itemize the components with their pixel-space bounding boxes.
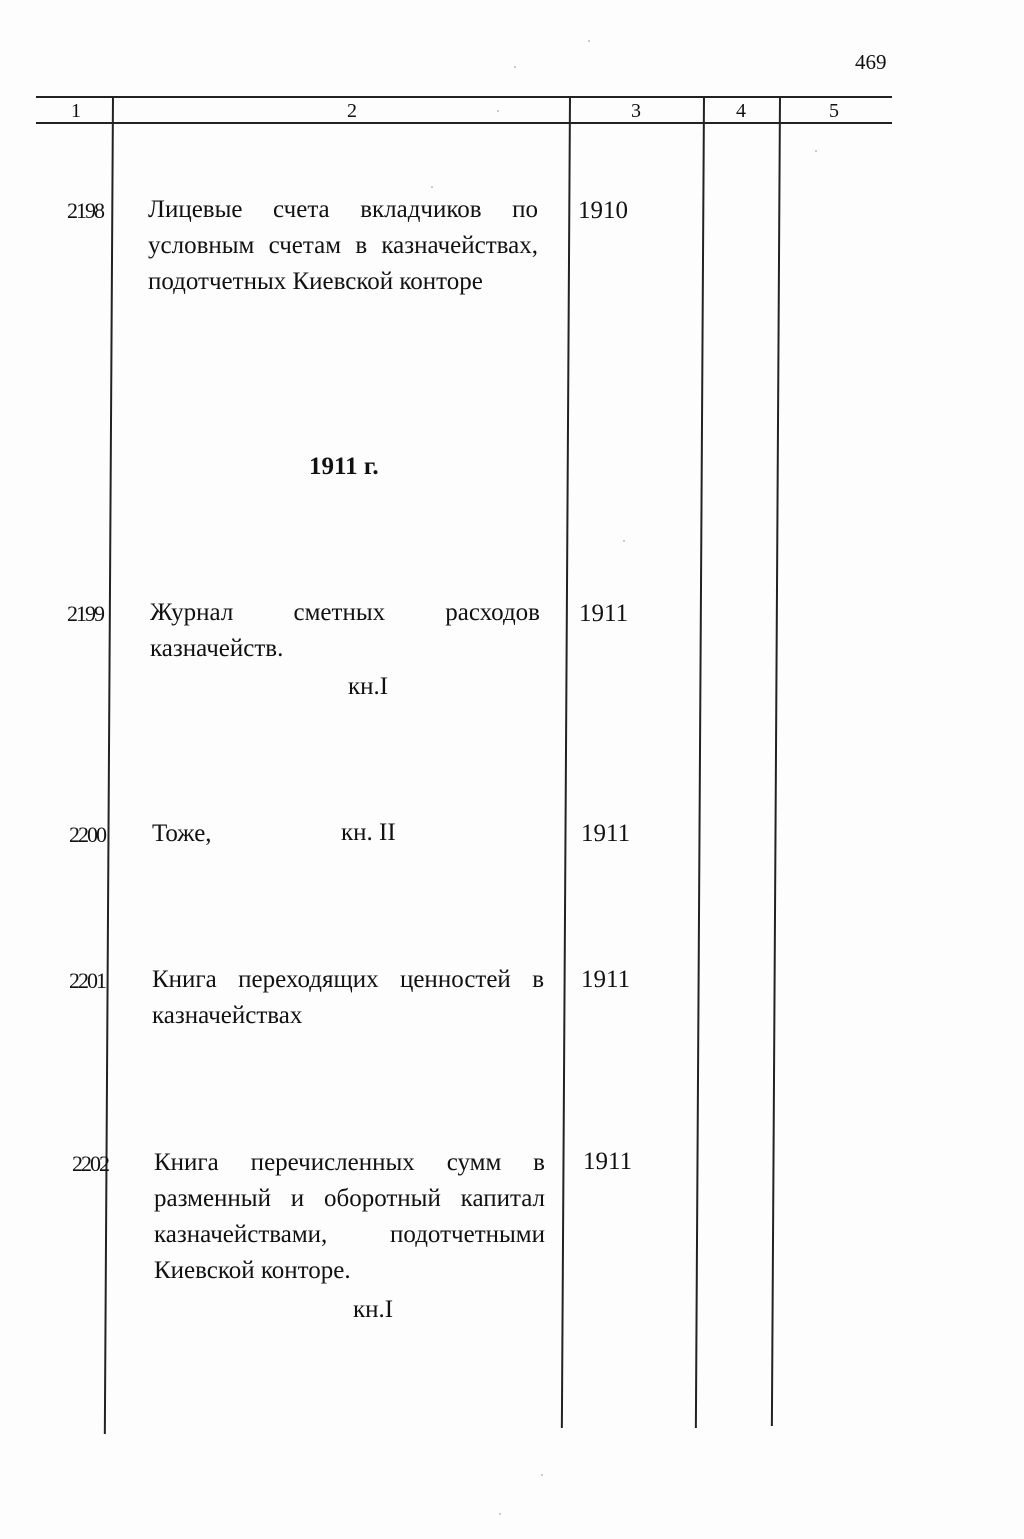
scan-speck <box>431 186 433 188</box>
entry-number: 2201 <box>69 968 105 993</box>
entry-description <box>150 595 540 667</box>
description-line: Книга переходящих ценностей в <box>152 966 544 993</box>
entry-description <box>152 962 544 1034</box>
entry-volume: кн.I <box>353 1296 394 1323</box>
description-line: казначействами, подотчетными <box>154 1221 545 1248</box>
description-line: подотчетных Киевской конторе <box>148 268 483 295</box>
column-divider-3 <box>695 96 705 1428</box>
entry-number: 2200 <box>69 822 105 847</box>
entry-volume: кн.I <box>348 673 389 700</box>
column-divider-2 <box>561 96 571 1428</box>
column-header-3: 3 <box>631 100 641 122</box>
entry-number: 2199 <box>67 601 103 626</box>
column-header-1: 1 <box>71 100 81 122</box>
entry-description <box>154 1145 545 1289</box>
section-heading: 1911 г. <box>309 453 379 480</box>
entry-description <box>152 816 312 852</box>
column-header-4: 4 <box>736 100 746 122</box>
description-line: Киевской конторе. <box>154 1257 351 1284</box>
entry-number: 2198 <box>67 198 103 223</box>
page-number: 469 <box>855 50 887 74</box>
column-header-5: 5 <box>829 100 839 122</box>
entry-year: 1911 <box>581 966 631 993</box>
table-header-rule <box>36 122 892 124</box>
entry-year: 1911 <box>581 820 631 847</box>
entry-year: 1911 <box>579 600 629 627</box>
table-top-rule <box>36 96 892 98</box>
description-line: казначейств. <box>150 635 284 662</box>
description-line: Журнал сметных расходов <box>150 599 540 626</box>
column-header-2: 2 <box>347 100 357 122</box>
description-line: разменный и оборотный капитал <box>154 1185 545 1212</box>
scan-speck <box>541 1474 543 1476</box>
column-divider-4 <box>771 96 781 1426</box>
scan-speck <box>514 66 516 68</box>
scan-speck <box>497 110 499 112</box>
entry-year: 1911 <box>583 1148 633 1175</box>
entry-description <box>148 192 538 300</box>
scan-speck <box>588 40 590 42</box>
scan-speck <box>815 150 817 152</box>
entry-number: 2202 <box>72 1151 108 1176</box>
scan-speck <box>623 540 625 542</box>
scan-speck <box>499 1513 501 1515</box>
entry-year: 1910 <box>578 197 628 224</box>
description-line: Лицевые счета вкладчиков по <box>148 196 538 223</box>
description-line: Книга перечисленных сумм в <box>154 1149 545 1176</box>
description-line: условным счетам в казначействах, <box>148 232 538 259</box>
description-line: казначействах <box>152 1002 303 1029</box>
entry-volume: кн. II <box>341 819 396 846</box>
column-divider-1 <box>104 96 114 1434</box>
description-line: Тоже, <box>152 820 212 847</box>
